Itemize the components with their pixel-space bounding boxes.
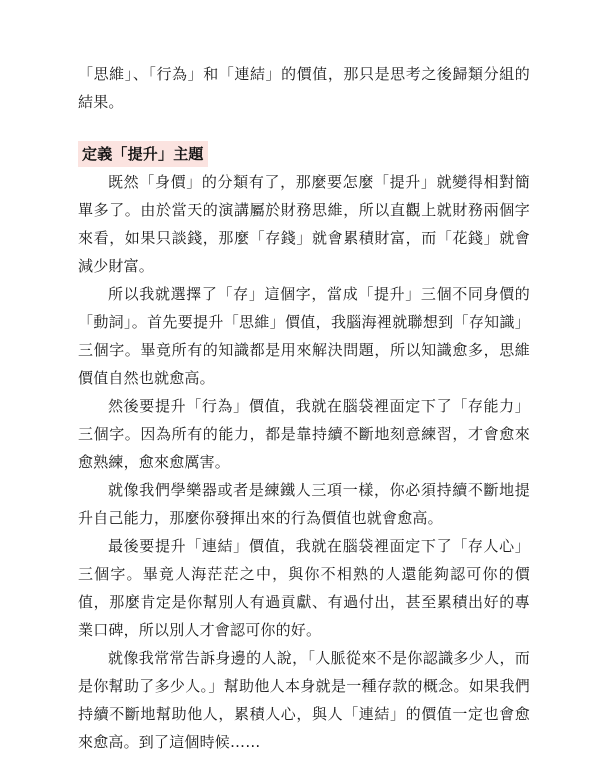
paragraph-2: 所以我就選擇了「存」這個字，當成「提升」三個不同身價的「動詞」。首先要提升「思維」價值，我腦海裡就聯想到「存知識」三個字。畢竟所有的知識都是用來解決問題，所以知識愈多，思維價值自然也就愈高。 [78, 285, 530, 387]
section-heading-wrapper [78, 140, 530, 168]
paragraph-intro: 「思維」、「行為」和「連結」的價值，那只是思考之後歸類分組的結果。 [78, 65, 530, 111]
section-heading: 定義「提升」主題 [78, 141, 208, 167]
paragraph-5: 最後要提升「連結」價值，我就在腦袋裡面定下了「存人心」三個字。畢竟人海茫茫之中，與你不相熟的人還能夠認可你的價值，那麼肯定是你幫別人有過貢獻、有過付出，甚至累積出好的專業口碑，所以別人才會認可你的好。 [78, 537, 530, 639]
paragraph-1: 既然「身價」的分類有了，那麼要怎麼「提升」就變得相對簡單多了。由於當天的演講屬於財務思維，所以直觀上就財務兩個字來看，如果只談錢，那麼「存錢」就會累積財富，而「花錢」就會減少財富。 [78, 173, 530, 275]
document-body [78, 60, 530, 756]
paragraph-4: 就像我們學樂器或者是練鐵人三項一樣，你必須持續不斷地提升自己能力，那麼你發揮出來的行為價值也就會愈高。 [78, 481, 530, 527]
paragraph-3: 然後要提升「行為」價值，我就在腦袋裡面定下了「存能力」三個字。因為所有的能力，都是靠持續不斷地刻意練習，才會愈來愈熟練，愈來愈厲害。 [78, 397, 530, 471]
paragraph-6: 就像我常常告訴身邊的人說，「人脈從來不是你認識多少人，而是你幫助了多少人。」幫助他人本身就是一種存款的概念。如果我們持續不斷地幫助他人，累積人心，與人「連結」的價值一定也會愈來愈高。到了這個時候…… [78, 649, 530, 751]
